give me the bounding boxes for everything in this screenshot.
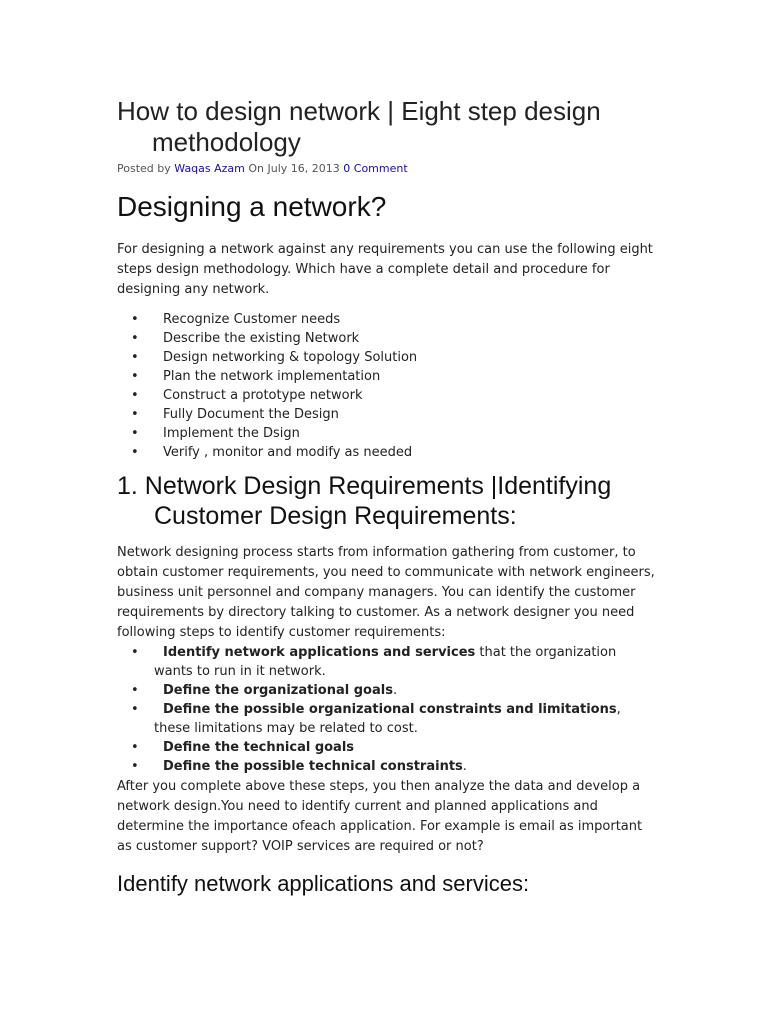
list-item: • Plan the network implementation (117, 367, 657, 386)
requirements-paragraph: Network designing process starts from information gathering from customer, to obtain customer requirements, you need to communicate with network engineers, business unit personnel and company managers. You can identify the customer requirements by directory talking to customer. As a network designer you need following steps to identify customer requirements: (117, 545, 655, 640)
step-rest: . (392, 683, 398, 698)
requirements-steps-list (117, 643, 657, 776)
step-bold: Identify network applications and services (163, 645, 476, 660)
intro-paragraph: For designing a network against any requirements you can use the following eight steps design methodology. Which have a complete detail and procedure for designing any network. (117, 242, 653, 297)
post-meta (117, 162, 657, 176)
step-bold: Define the technical goals (163, 740, 355, 755)
article (117, 96, 657, 898)
list-item: • Implement the Dsign (117, 424, 657, 443)
steps-list (117, 310, 657, 462)
list-item (117, 681, 657, 700)
section-heading-designing: Designing a network? (117, 191, 387, 222)
section-heading-requirements: 1. Network Design Requirements |Identifying Customer Design Requirements: (117, 472, 612, 530)
list-item: • Verify , monitor and modify as needed (117, 443, 657, 462)
list-item: • Construct a prototype network (117, 386, 657, 405)
step-rest: that the organization wants to run in it network. (154, 645, 617, 679)
posted-by-label: Posted by (117, 162, 171, 175)
list-item (117, 757, 657, 776)
step-rest: , these limitations may be related to cost. (154, 702, 621, 736)
list-item (117, 643, 657, 681)
list-item: • Design networking & topology Solution (117, 348, 657, 367)
list-item (117, 700, 657, 738)
step-bold: Define the possible technical constraints (163, 759, 463, 774)
list-item: • Fully Document the Design (117, 405, 657, 424)
list-item: • Recognize Customer needs (117, 310, 657, 329)
list-item (117, 738, 657, 757)
step-bold: Define the possible organizational constraints and limitations (163, 702, 617, 717)
author-link[interactable]: Waqas Azam (174, 162, 245, 175)
list-item: • Describe the existing Network (117, 329, 657, 348)
article-title: How to design network | Eight step design methodology (117, 96, 601, 157)
post-date: On July 16, 2013 (248, 162, 340, 175)
section-heading-applications: Identify network applications and services: (117, 871, 530, 896)
comments-link[interactable]: 0 Comment (343, 162, 408, 175)
analysis-paragraph: After you complete above these steps, you then analyze the data and develop a network design.You need to identify current and planned applications and determine the importance ofeach application. For example is email as important as customer support? VOIP services are required or not? (117, 779, 643, 854)
step-rest: . (462, 759, 467, 774)
step-bold: Define the organizational goals (163, 683, 393, 698)
